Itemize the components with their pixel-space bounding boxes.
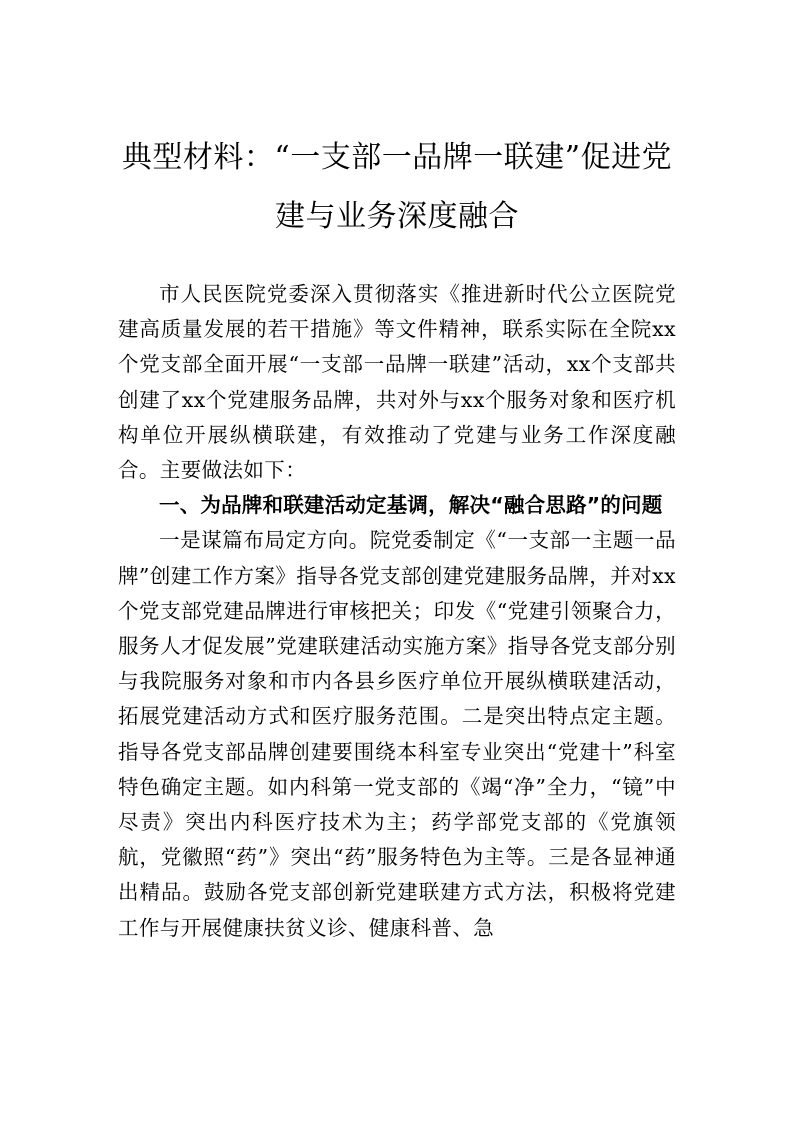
section-heading: 一、为品牌和联建活动定基调，解决“融合思路”的问题 [159, 493, 663, 518]
section-paragraph: 一是谋篇布局定方向。院党委制定《“一支部一主题一品牌”创建工作方案》指导各党支部创建党建服务品牌，并对xx个党支部党建品牌进行审核把关；印发《“党建引领聚合力，服务人才促发展”党建联建活动实施方案》指导各党支部分别与我院服务对象和市内各县乡医疗单位开展纵横联建活动，拓展党建活动方式和医疗服务范围。二是突出特点定主题。指导各党支部品牌创建要围绕本科室专业突出“党建十”科室特色确定主题。如内科第一党支部的《竭“净”全力，“镜”中尽责》突出内科医疗技术为主；药学部党支部的《党旗领航，党徽照“药”》突出“药”服务特色为主等。三是各显神通出精品。鼓励各党支部创新党建联建方式方法，积极将党建工作与开展健康扶贫义诊、健康科普、急 [118, 528, 676, 940]
document-title: 典型材料：“一支部一品牌一联建”促进党建与业务深度融合 [121, 140, 673, 234]
intro-paragraph: 市人民医院党委深入贯彻落实《推进新时代公立医院党建高质量发展的若干措施》等文件精神，联系实际在全院xx个党支部全面开展“一支部一品牌一联建”活动，xx个支部共创建了xx个党建服务品牌，共对外与xx个服务对象和医疗机构单位开展纵横联建，有效推动了党建与业务工作深度融合。主要做法如下： [118, 282, 676, 483]
document-body [118, 277, 676, 946]
